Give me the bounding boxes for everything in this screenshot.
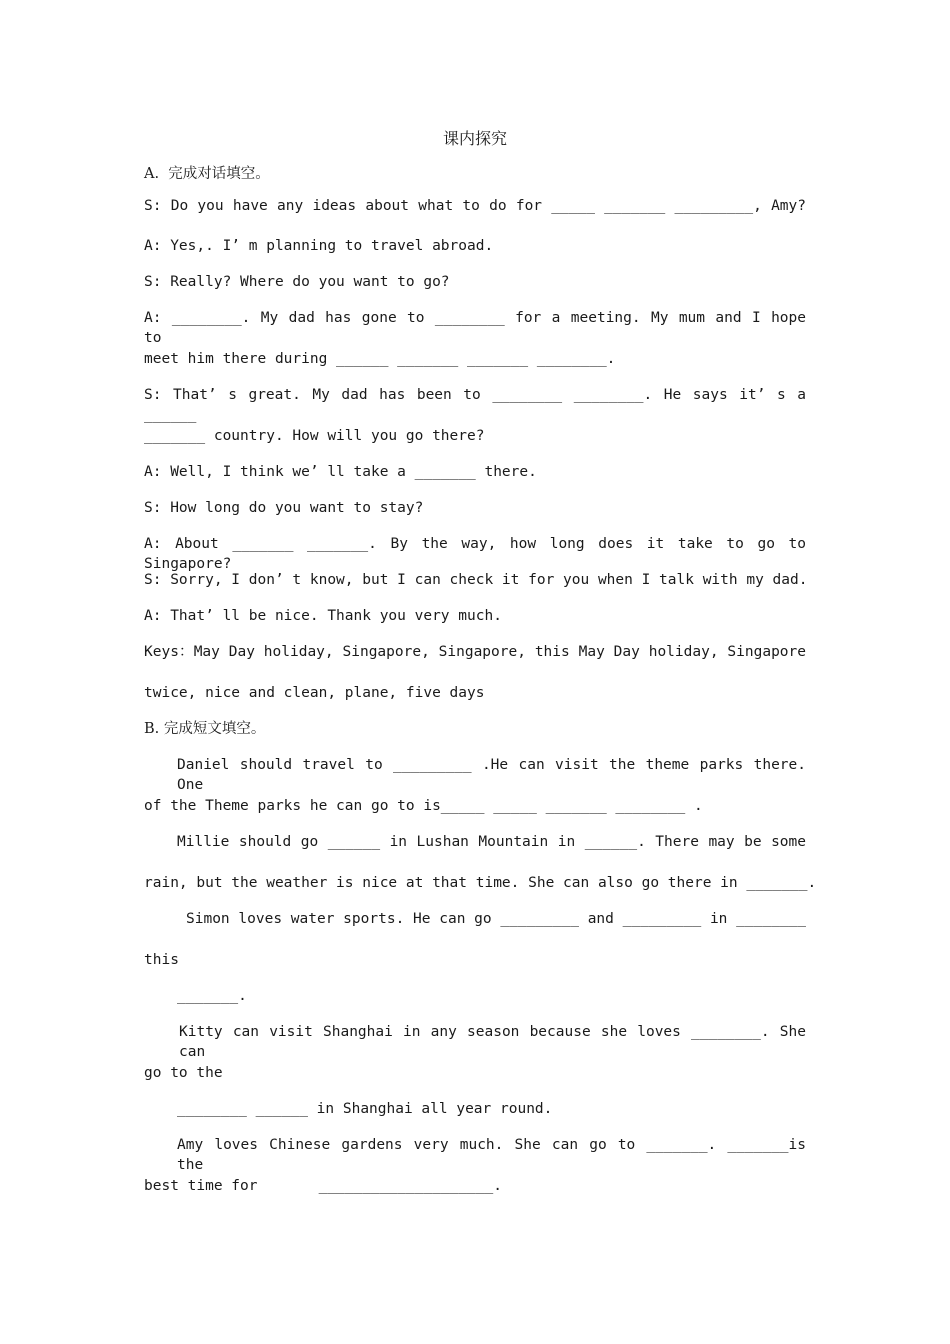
passage-line: Millie should go ______ in Lushan Mountain in ______. There may be some: [177, 834, 806, 850]
section-a-heading: A. 完成对话填空。: [144, 166, 270, 182]
dialogue-line: S: That’ s great. My dad has been to ________ ________. He says it’ s a ______: [144, 387, 806, 423]
dialogue-line: S: Do you have any ideas about what to do for _____ _______ _________, Amy?: [144, 198, 806, 214]
passage-line: rain, but the weather is nice at that time. She can also go there in _______.: [144, 875, 817, 891]
dialogue-line: A: Well, I think we’ ll take a _______ there.: [144, 464, 537, 480]
dialogue-line: A: That’ ll be nice. Thank you very much.: [144, 608, 502, 624]
dialogue-line: S: How long do you want to stay?: [144, 500, 424, 516]
passage-line: of the Theme parks he can go to is_____ _____ _______ ________ .: [144, 798, 703, 814]
dialogue-line: A: ________. My dad has gone to ________ for a meeting. My mum and I hope to: [144, 310, 806, 346]
dialogue-line: S: Sorry, I don’ t know, but I can check it for you when I talk with my dad.: [144, 572, 808, 588]
dialogue-line: _______ country. How will you go there?: [144, 428, 485, 444]
dialogue-line: A: About _______ _______. By the way, how long does it take to go to Singapore?: [144, 536, 806, 572]
keys-line: twice, nice and clean, plane, five days: [144, 685, 485, 701]
dialogue-line: S: Really? Where do you want to go?: [144, 274, 450, 290]
dialogue-line: meet him there during ______ _______ _______ ________.: [144, 351, 616, 367]
passage-line: Kitty can visit Shanghai in any season because she loves ________. She can: [179, 1024, 806, 1060]
dialogue-line: A: Yes,. I’ m planning to travel abroad.: [144, 238, 494, 254]
keys-line: Keys：May Day holiday, Singapore, Singapore, this May Day holiday, Singapore: [144, 644, 806, 660]
passage-line: Daniel should travel to _________ .He can visit the theme parks there. One: [177, 757, 806, 793]
passage-line: best time for ____________________.: [144, 1178, 502, 1194]
passage-line: Simon loves water sports. He can go _________ and _________ in ________: [186, 911, 806, 927]
page-title: 课内探究: [442, 129, 507, 148]
passage-line: go to the: [144, 1065, 223, 1081]
section-b-heading: B. 完成短文填空。: [144, 721, 266, 737]
passage-line: _______.: [177, 988, 247, 1004]
passage-line: this: [144, 952, 179, 968]
passage-line: Amy loves Chinese gardens very much. She can go to _______. _______is the: [177, 1137, 806, 1173]
passage-line: ________ ______ in Shanghai all year round.: [177, 1101, 553, 1117]
